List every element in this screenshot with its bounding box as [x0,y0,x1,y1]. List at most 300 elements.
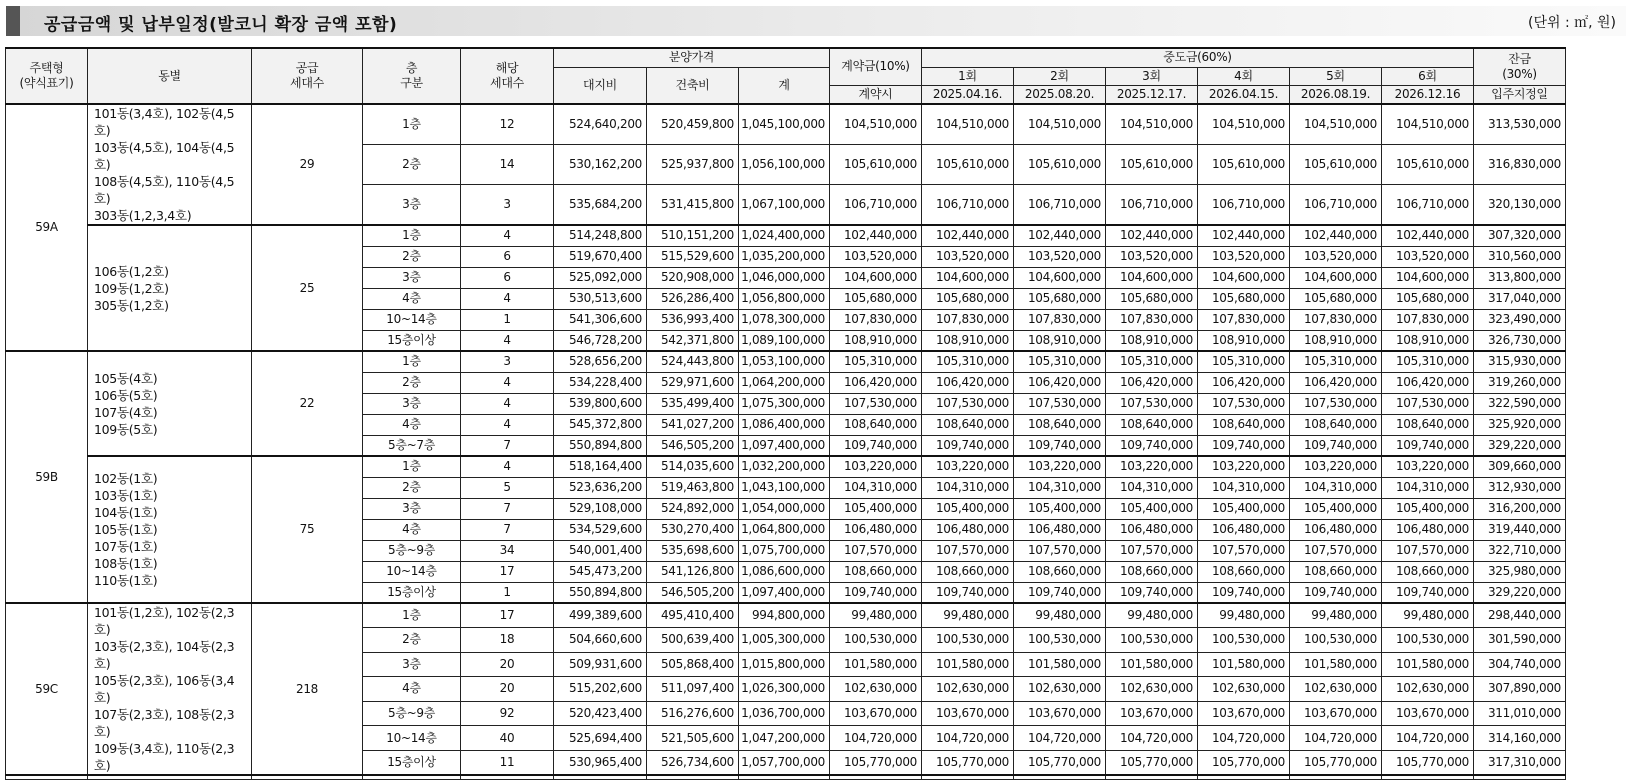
middle-payment-cell: 107,830,000 [1106,309,1198,330]
building-price-cell: 495,410,400 [647,603,739,628]
middle-payment-cell: 109,740,000 [1014,582,1106,603]
middle-payment-cell: 106,710,000 [1198,185,1290,225]
deposit-cell: 100,530,000 [830,628,922,653]
floor-cell: 5층~9층 [363,701,461,726]
middle-payment-cell: 108,640,000 [1290,414,1382,435]
middle-payment-cell: 105,610,000 [1198,144,1290,184]
land-price-cell: 525,092,000 [554,267,647,288]
floor-cell: 4층 [363,288,461,309]
balance-cell: 304,740,000 [1474,652,1566,677]
col-total: 계 [739,67,830,104]
empty-cell [647,775,739,779]
deposit-cell: 104,510,000 [830,104,922,144]
middle-payment-cell: 103,220,000 [1014,456,1106,477]
land-price-cell: 550,894,800 [554,435,647,456]
middle-payment-cell: 108,660,000 [922,561,1014,582]
middle-payment-cell: 103,520,000 [1290,246,1382,267]
middle-payment-cell: 105,680,000 [1290,288,1382,309]
middle-payment-cell: 105,680,000 [1198,288,1290,309]
land-price-cell: 534,228,400 [554,372,647,393]
middle-payment-cell: 103,520,000 [922,246,1014,267]
deposit-cell: 104,600,000 [830,267,922,288]
middle-payment-cell: 105,680,000 [1106,288,1198,309]
middle-payment-cell: 99,480,000 [1382,603,1474,628]
middle-payment-cell: 105,610,000 [1290,144,1382,184]
balance-cell: 316,200,000 [1474,498,1566,519]
middle-payment-cell: 105,400,000 [922,498,1014,519]
land-price-cell: 530,965,400 [554,750,647,775]
middle-payment-cell: 105,310,000 [1198,351,1290,372]
units-cell: 7 [461,435,554,456]
balance-cell: 317,040,000 [1474,288,1566,309]
table-row [6,603,1566,628]
middle-payment-cell: 109,740,000 [922,582,1014,603]
land-price-cell: 524,640,200 [554,104,647,144]
middle-payment-cell: 103,220,000 [1198,456,1290,477]
middle-payment-cell: 108,660,000 [1014,561,1106,582]
middle-payment-cell: 107,570,000 [1106,540,1198,561]
units-cell: 4 [461,456,554,477]
units-cell: 7 [461,519,554,540]
deposit-cell: 108,910,000 [830,330,922,351]
middle-payment-cell: 101,580,000 [1106,652,1198,677]
building-price-cell: 514,035,600 [647,456,739,477]
building-price-cell: 526,286,400 [647,288,739,309]
middle-payment-cell: 102,440,000 [1290,225,1382,246]
floor-cell: 15층이상 [363,582,461,603]
middle-payment-cell: 107,530,000 [1290,393,1382,414]
building-price-cell: 530,270,400 [647,519,739,540]
balance-cell: 329,220,000 [1474,435,1566,456]
building-price-cell: 546,505,200 [647,582,739,603]
building-price-cell: 526,734,600 [647,750,739,775]
total-price-cell: 1,064,200,000 [739,372,830,393]
middle-payment-cell: 100,530,000 [1198,628,1290,653]
col-middle-6-date: 2026.12.16 [1382,85,1474,104]
deposit-cell: 105,610,000 [830,144,922,184]
middle-payment-cell: 103,520,000 [1382,246,1474,267]
supply-units-cell: 22 [252,351,363,456]
middle-payment-cell: 101,580,000 [1014,652,1106,677]
deposit-cell: 106,480,000 [830,519,922,540]
dong-cell: 102동(1호) 103동(1호) 104동(1호) 105동(1호) 107동(1호) 108동(1호) 110동(1호) [88,456,252,603]
middle-payment-cell: 104,510,000 [1382,104,1474,144]
col-middle-3: 3회 [1106,67,1198,85]
middle-payment-cell: 102,440,000 [1106,225,1198,246]
middle-payment-cell: 105,610,000 [922,144,1014,184]
floor-cell: 4층 [363,519,461,540]
middle-payment-cell: 103,520,000 [1198,246,1290,267]
middle-payment-cell: 104,720,000 [1198,726,1290,751]
col-deposit: 계약금(10%) [830,48,922,85]
total-price-cell: 1,064,800,000 [739,519,830,540]
middle-payment-cell: 104,310,000 [1382,477,1474,498]
balance-cell: 309,660,000 [1474,456,1566,477]
balance-cell: 315,930,000 [1474,351,1566,372]
middle-payment-cell: 104,600,000 [1198,267,1290,288]
floor-cell: 3층 [363,652,461,677]
building-price-cell: 515,529,600 [647,246,739,267]
col-middle-2: 2회 [1014,67,1106,85]
land-price-cell: 550,894,800 [554,582,647,603]
deposit-cell: 108,660,000 [830,561,922,582]
units-cell: 1 [461,309,554,330]
units-cell: 18 [461,628,554,653]
middle-payment-cell: 100,530,000 [1382,628,1474,653]
dong-cell: 101동(3,4호), 102동(4,5호) 103동(4,5호), 104동(4,5호) 108동(4,5호), 110동(4,5호) 303동(1,2,3,4호) [88,104,252,225]
land-price-cell: 525,694,400 [554,726,647,751]
empty-cell [1474,775,1566,779]
deposit-cell: 102,440,000 [830,225,922,246]
units-cell: 20 [461,652,554,677]
middle-payment-cell: 109,740,000 [1382,582,1474,603]
middle-payment-cell: 106,420,000 [1198,372,1290,393]
middle-payment-cell: 102,630,000 [1198,677,1290,702]
middle-payment-cell: 104,310,000 [1014,477,1106,498]
middle-payment-cell: 108,660,000 [1382,561,1474,582]
middle-payment-cell: 108,660,000 [1290,561,1382,582]
middle-payment-cell: 102,440,000 [922,225,1014,246]
units-cell: 40 [461,726,554,751]
units-cell: 4 [461,372,554,393]
middle-payment-cell: 103,670,000 [922,701,1014,726]
middle-payment-cell: 106,420,000 [1106,372,1198,393]
units-cell: 11 [461,750,554,775]
deposit-cell: 99,480,000 [830,603,922,628]
middle-payment-cell: 105,770,000 [1198,750,1290,775]
middle-payment-cell: 105,400,000 [1014,498,1106,519]
empty-cell [1382,775,1474,779]
floor-cell: 1층 [363,225,461,246]
middle-payment-cell: 106,420,000 [1014,372,1106,393]
middle-payment-cell: 109,740,000 [1106,582,1198,603]
total-price-cell: 1,086,600,000 [739,561,830,582]
col-middle-4-date: 2026.04.15. [1198,85,1290,104]
floor-cell: 5층~9층 [363,540,461,561]
building-price-cell: 511,097,400 [647,677,739,702]
middle-payment-cell: 103,670,000 [1106,701,1198,726]
middle-payment-cell: 108,910,000 [922,330,1014,351]
floor-cell: 10~14층 [363,309,461,330]
floor-cell: 3층 [363,393,461,414]
housing-type-cell: 59A [6,104,88,351]
balance-cell: 298,440,000 [1474,603,1566,628]
land-price-cell: 530,513,600 [554,288,647,309]
title-marker [6,6,20,36]
floor-cell: 4층 [363,677,461,702]
units-cell: 92 [461,701,554,726]
land-price-cell: 535,684,200 [554,185,647,225]
section-title: 공급금액 및 납부일정(발코니 확장 금액 포함) [44,15,398,35]
deposit-cell: 104,720,000 [830,726,922,751]
units-cell: 6 [461,246,554,267]
middle-payment-cell: 109,740,000 [1198,582,1290,603]
middle-payment-cell: 102,440,000 [1014,225,1106,246]
col-deposit-sub: 계약시 [830,85,922,104]
middle-payment-cell: 104,310,000 [1290,477,1382,498]
middle-payment-cell: 107,530,000 [1198,393,1290,414]
unit-note: (단위 : ㎡, 원) [1527,15,1616,31]
middle-payment-cell: 103,670,000 [1198,701,1290,726]
building-price-cell: 541,126,800 [647,561,739,582]
units-cell: 12 [461,104,554,144]
balance-cell: 322,590,000 [1474,393,1566,414]
middle-payment-cell: 105,400,000 [1198,498,1290,519]
total-price-cell: 1,053,100,000 [739,351,830,372]
building-price-cell: 520,908,000 [647,267,739,288]
deposit-cell: 108,640,000 [830,414,922,435]
balance-cell: 326,730,000 [1474,330,1566,351]
supply-units-cell: 29 [252,104,363,225]
middle-payment-cell: 106,480,000 [1382,519,1474,540]
empty-cell [830,775,922,779]
table-body [6,104,1566,779]
total-price-cell: 1,024,400,000 [739,225,830,246]
empty-cell [1198,775,1290,779]
total-price-cell: 1,026,300,000 [739,677,830,702]
total-price-cell: 1,036,700,000 [739,701,830,726]
middle-payment-cell: 102,630,000 [1106,677,1198,702]
building-price-cell: 529,971,600 [647,372,739,393]
middle-payment-cell: 104,720,000 [1382,726,1474,751]
units-cell: 17 [461,561,554,582]
land-price-cell: 545,372,800 [554,414,647,435]
building-price-cell: 524,443,800 [647,351,739,372]
middle-payment-cell: 108,660,000 [1198,561,1290,582]
middle-payment-cell: 105,310,000 [1290,351,1382,372]
middle-payment-cell: 107,830,000 [922,309,1014,330]
units-cell: 17 [461,603,554,628]
total-price-cell: 1,015,800,000 [739,652,830,677]
total-price-cell: 1,057,700,000 [739,750,830,775]
middle-payment-cell: 105,680,000 [1382,288,1474,309]
col-middle-1-date: 2025.04.16. [922,85,1014,104]
balance-cell: 319,260,000 [1474,372,1566,393]
middle-payment-cell: 101,580,000 [1290,652,1382,677]
middle-payment-cell: 108,640,000 [1382,414,1474,435]
floor-cell: 3층 [363,267,461,288]
floor-cell: 2층 [363,144,461,184]
total-price-cell: 1,075,300,000 [739,393,830,414]
middle-payment-cell: 107,530,000 [1382,393,1474,414]
middle-payment-cell: 103,220,000 [1382,456,1474,477]
units-cell: 4 [461,393,554,414]
middle-payment-cell: 104,720,000 [1106,726,1198,751]
col-price-group: 분양가격 [554,48,830,67]
col-middle-6: 6회 [1382,67,1474,85]
floor-cell: 4층 [363,414,461,435]
section-title-bar [6,6,1626,36]
land-price-cell: 546,728,200 [554,330,647,351]
middle-payment-cell: 106,480,000 [1198,519,1290,540]
balance-cell: 310,560,000 [1474,246,1566,267]
empty-cell [252,775,363,779]
land-price-cell: 514,248,800 [554,225,647,246]
middle-payment-cell: 107,830,000 [1290,309,1382,330]
building-price-cell: 525,937,800 [647,144,739,184]
middle-payment-cell: 104,510,000 [1106,104,1198,144]
middle-payment-cell: 101,580,000 [1382,652,1474,677]
col-housing-type: 주택형 (약식표기) [6,48,88,104]
middle-payment-cell: 105,770,000 [1290,750,1382,775]
middle-payment-cell: 107,570,000 [1014,540,1106,561]
middle-payment-cell: 105,310,000 [922,351,1014,372]
units-cell: 4 [461,288,554,309]
middle-payment-cell: 108,640,000 [1106,414,1198,435]
deposit-cell: 101,580,000 [830,652,922,677]
middle-payment-cell: 109,740,000 [922,435,1014,456]
middle-payment-cell: 105,310,000 [1106,351,1198,372]
floor-cell: 2층 [363,477,461,498]
units-cell: 1 [461,582,554,603]
middle-payment-cell: 103,670,000 [1382,701,1474,726]
units-cell: 5 [461,477,554,498]
balance-cell: 313,800,000 [1474,267,1566,288]
middle-payment-cell: 108,660,000 [1106,561,1198,582]
dong-cell: 105동(4호) 106동(5호) 107동(4호) 109동(5호) [88,351,252,456]
total-price-cell: 1,075,700,000 [739,540,830,561]
col-middle-group: 중도금(60%) [922,48,1474,67]
middle-payment-cell: 105,610,000 [1382,144,1474,184]
building-price-cell: 542,371,800 [647,330,739,351]
middle-payment-cell: 100,530,000 [922,628,1014,653]
floor-cell: 3층 [363,498,461,519]
middle-payment-cell: 106,420,000 [922,372,1014,393]
middle-payment-cell: 104,600,000 [1014,267,1106,288]
middle-payment-cell: 102,630,000 [1382,677,1474,702]
land-price-cell: 504,660,600 [554,628,647,653]
middle-payment-cell: 108,640,000 [922,414,1014,435]
units-cell: 4 [461,225,554,246]
units-cell: 3 [461,185,554,225]
empty-cell [922,775,1014,779]
balance-cell: 311,010,000 [1474,701,1566,726]
units-cell: 6 [461,267,554,288]
land-price-cell: 534,529,600 [554,519,647,540]
middle-payment-cell: 106,480,000 [1290,519,1382,540]
units-cell: 14 [461,144,554,184]
total-price-cell: 1,056,100,000 [739,144,830,184]
total-price-cell: 1,067,100,000 [739,185,830,225]
middle-payment-cell: 101,580,000 [922,652,1014,677]
balance-cell: 316,830,000 [1474,144,1566,184]
building-price-cell: 500,639,400 [647,628,739,653]
middle-payment-cell: 105,770,000 [922,750,1014,775]
total-price-cell: 1,005,300,000 [739,628,830,653]
col-middle-3-date: 2025.12.17. [1106,85,1198,104]
col-middle-4: 4회 [1198,67,1290,85]
building-price-cell: 546,505,200 [647,435,739,456]
housing-type-cell: 59B [6,351,88,603]
land-price-cell: 519,670,400 [554,246,647,267]
middle-payment-cell: 107,570,000 [922,540,1014,561]
balance-cell: 307,320,000 [1474,225,1566,246]
balance-cell: 325,920,000 [1474,414,1566,435]
middle-payment-cell: 99,480,000 [922,603,1014,628]
col-middle-1: 1회 [922,67,1014,85]
middle-payment-cell: 102,630,000 [922,677,1014,702]
empty-cell [1106,775,1198,779]
middle-payment-cell: 105,770,000 [1106,750,1198,775]
floor-cell: 5층~7층 [363,435,461,456]
middle-payment-cell: 109,740,000 [1382,435,1474,456]
middle-payment-cell: 103,220,000 [1106,456,1198,477]
land-price-cell: 541,306,600 [554,309,647,330]
floor-cell: 1층 [363,104,461,144]
col-land: 대지비 [554,67,647,104]
total-price-cell: 1,097,400,000 [739,435,830,456]
floor-cell: 10~14층 [363,726,461,751]
building-price-cell: 524,892,000 [647,498,739,519]
middle-payment-cell: 106,420,000 [1382,372,1474,393]
middle-payment-cell: 105,680,000 [1014,288,1106,309]
building-price-cell: 521,505,600 [647,726,739,751]
middle-payment-cell: 105,400,000 [1382,498,1474,519]
empty-cell [1014,775,1106,779]
middle-payment-cell: 104,720,000 [922,726,1014,751]
building-price-cell: 510,151,200 [647,225,739,246]
middle-payment-cell: 109,740,000 [1290,582,1382,603]
middle-payment-cell: 105,400,000 [1290,498,1382,519]
middle-payment-cell: 105,770,000 [1014,750,1106,775]
middle-payment-cell: 104,600,000 [1106,267,1198,288]
middle-payment-cell: 109,740,000 [1106,435,1198,456]
floor-cell: 2층 [363,246,461,267]
land-price-cell: 509,931,600 [554,652,647,677]
building-price-cell: 531,415,800 [647,185,739,225]
dong-cell: 106동(1,2호) 109동(1,2호) 305동(1,2호) [88,225,252,351]
middle-payment-cell: 104,600,000 [1382,267,1474,288]
middle-payment-cell: 103,670,000 [1014,701,1106,726]
floor-cell: 15층이상 [363,330,461,351]
middle-payment-cell: 103,670,000 [1290,701,1382,726]
middle-payment-cell: 109,740,000 [1198,435,1290,456]
balance-cell: 301,590,000 [1474,628,1566,653]
middle-payment-cell: 100,530,000 [1290,628,1382,653]
balance-cell: 314,160,000 [1474,726,1566,751]
empty-cell [88,775,252,779]
deposit-cell: 102,630,000 [830,677,922,702]
units-cell: 7 [461,498,554,519]
land-price-cell: 528,656,200 [554,351,647,372]
middle-payment-cell: 107,530,000 [1014,393,1106,414]
middle-payment-cell: 107,570,000 [1382,540,1474,561]
land-price-cell: 540,001,400 [554,540,647,561]
balance-cell: 322,710,000 [1474,540,1566,561]
floor-cell: 2층 [363,628,461,653]
middle-payment-cell: 106,710,000 [1290,185,1382,225]
floor-cell: 15층이상 [363,750,461,775]
floor-cell: 10~14층 [363,561,461,582]
col-building: 건축비 [647,67,739,104]
table-row [6,351,1566,372]
middle-payment-cell: 104,720,000 [1290,726,1382,751]
balance-cell: 307,890,000 [1474,677,1566,702]
supply-units-cell: 218 [252,603,363,775]
middle-payment-cell: 107,570,000 [1290,540,1382,561]
middle-payment-cell: 108,910,000 [1106,330,1198,351]
floor-cell: 3층 [363,185,461,225]
empty-cell [554,775,647,779]
deposit-cell: 107,830,000 [830,309,922,330]
total-price-cell: 1,045,100,000 [739,104,830,144]
total-price-cell: 994,800,000 [739,603,830,628]
middle-payment-cell: 101,580,000 [1198,652,1290,677]
middle-payment-cell: 103,520,000 [1014,246,1106,267]
middle-payment-cell: 106,710,000 [922,185,1014,225]
middle-payment-cell: 108,910,000 [1290,330,1382,351]
middle-payment-cell: 108,910,000 [1014,330,1106,351]
